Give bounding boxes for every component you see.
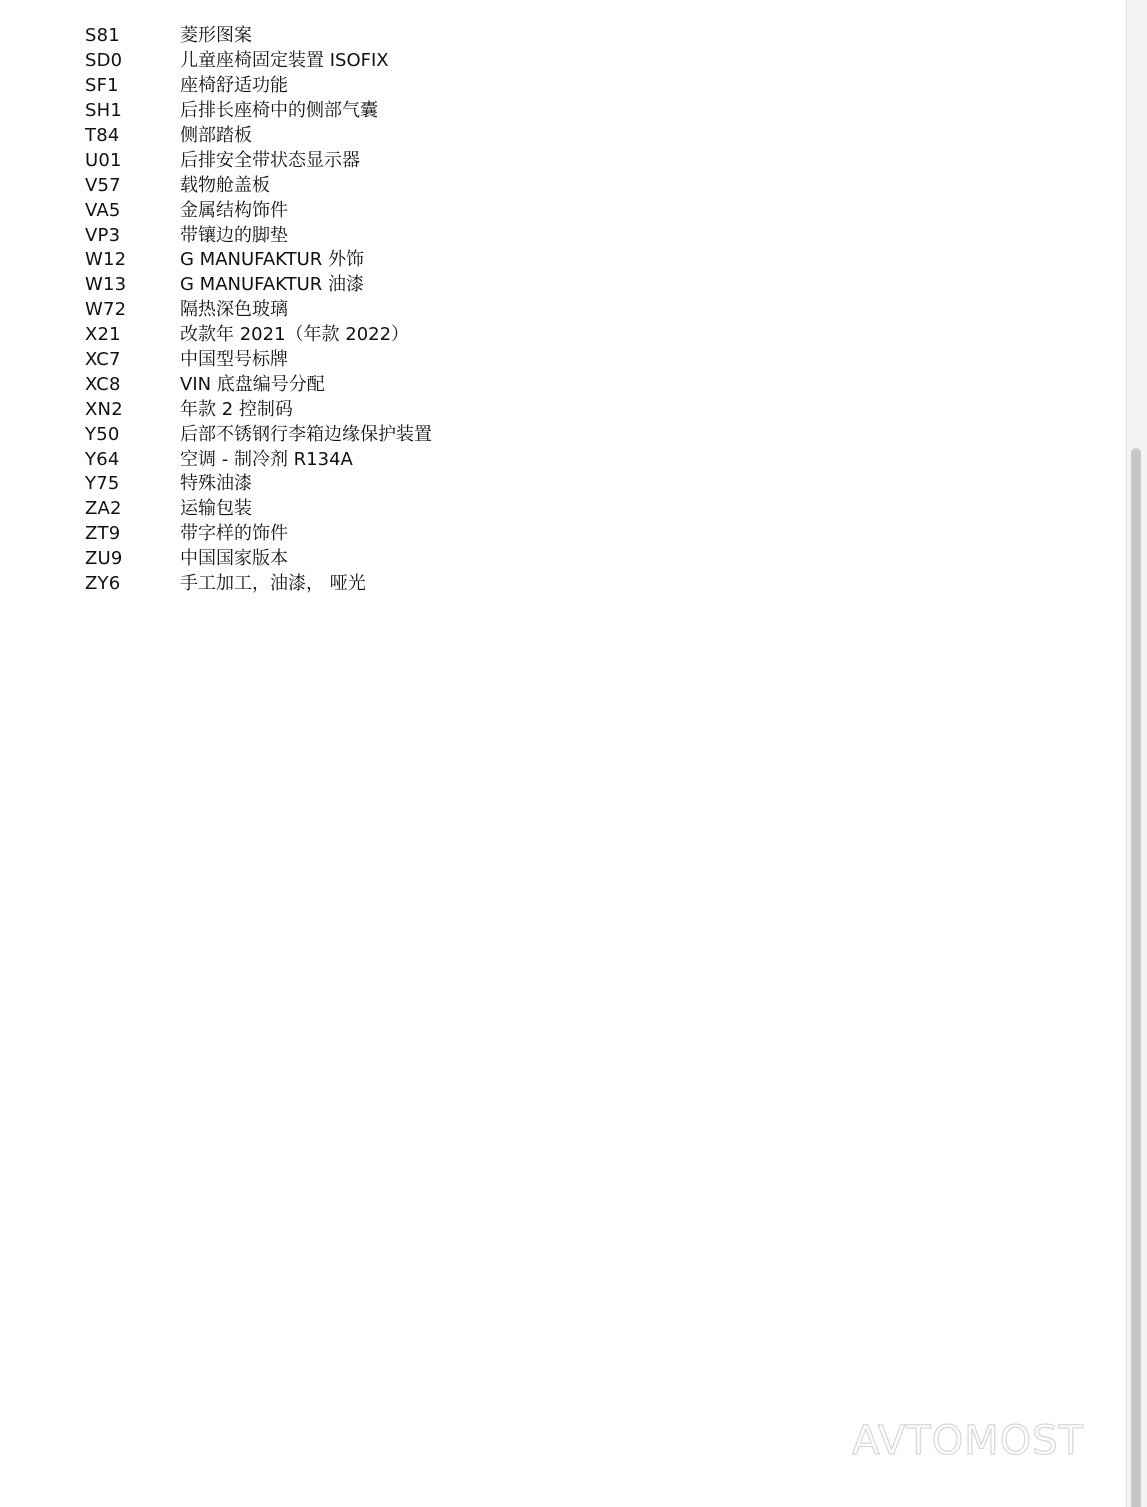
option-description: 儿童座椅固定装置 ISOFIX [180,50,389,72]
option-row [85,74,432,99]
option-code: ZY6 [85,573,121,595]
option-description: 后部不锈钢行李箱边缘保护装置 [180,423,432,445]
option-code: VP3 [85,224,121,246]
option-row [85,298,432,323]
option-code: XC8 [85,373,121,395]
option-description: 年款 2 控制码 [180,398,293,420]
option-row [85,348,432,373]
option-description: G MANUFAKTUR 外饰 [180,249,364,271]
option-row [85,497,432,522]
option-description: 侧部踏板 [180,125,252,146]
option-row [85,397,432,422]
option-description: 载物舱盖板 [180,174,270,196]
option-row [85,372,432,397]
option-description: 菱形图案 [180,25,252,47]
option-row [85,148,432,173]
option-code: SD0 [85,50,123,72]
option-code: W12 [85,249,127,271]
option-code: SH1 [85,100,123,122]
option-description: 中国国家版本 [180,548,288,570]
option-description: 特殊油漆 [180,473,252,495]
option-description: 手工加工，油漆， 哑光 [180,573,366,595]
option-description: 后排安全带状态显示器 [180,149,360,171]
option-description: 后排长座椅中的侧部气囊 [180,100,378,122]
option-description: 空调 - 制冷剂 R134A [180,448,353,470]
option-description: VIN 底盘编号分配 [180,373,325,395]
option-code: T84 [85,125,120,146]
option-code: Y50 [85,423,120,445]
option-row [85,422,432,447]
option-row [85,323,432,348]
option-code: ZT9 [85,523,121,545]
option-row [85,99,432,124]
option-description: G MANUFAKTUR 油漆 [180,274,364,296]
option-row [85,522,432,547]
option-code: Y75 [85,473,120,495]
option-row [85,24,432,49]
option-code: U01 [85,149,122,171]
option-code: ZU9 [85,548,123,570]
option-description: 带字样的饰件 [180,523,288,545]
option-description: 带镶边的脚垫 [180,224,288,246]
option-code: SF1 [85,75,119,97]
option-code: Y64 [85,448,120,470]
option-code: XC7 [85,349,121,371]
option-description: 改款年 2021（年款 2022） [180,324,410,346]
option-code: S81 [85,25,120,47]
option-description: 座椅舒适功能 [180,75,288,97]
option-description: 金属结构饰件 [180,199,288,221]
watermark: AVTOMOST [852,1418,1084,1464]
option-row [85,472,432,497]
option-code: V57 [85,174,121,196]
option-row [85,273,432,298]
option-row [85,223,432,248]
option-row [85,198,432,223]
option-row [85,447,432,472]
option-code: ZA2 [85,498,122,520]
option-description: 中国型号标牌 [180,349,288,371]
option-code: VA5 [85,199,121,221]
option-row [85,547,432,572]
scrollbar-thumb[interactable] [1131,448,1141,1507]
option-code-list [85,24,432,596]
option-row [85,49,432,74]
option-code: XN2 [85,398,123,420]
option-row [85,173,432,198]
option-code: W13 [85,274,127,296]
option-code: X21 [85,324,121,346]
option-description: 运输包装 [180,498,252,520]
option-row [85,124,432,149]
option-description: 隔热深色玻璃 [180,299,288,321]
option-row [85,572,432,597]
option-code: W72 [85,299,127,321]
vertical-scrollbar[interactable] [1126,0,1147,1507]
option-row [85,248,432,273]
